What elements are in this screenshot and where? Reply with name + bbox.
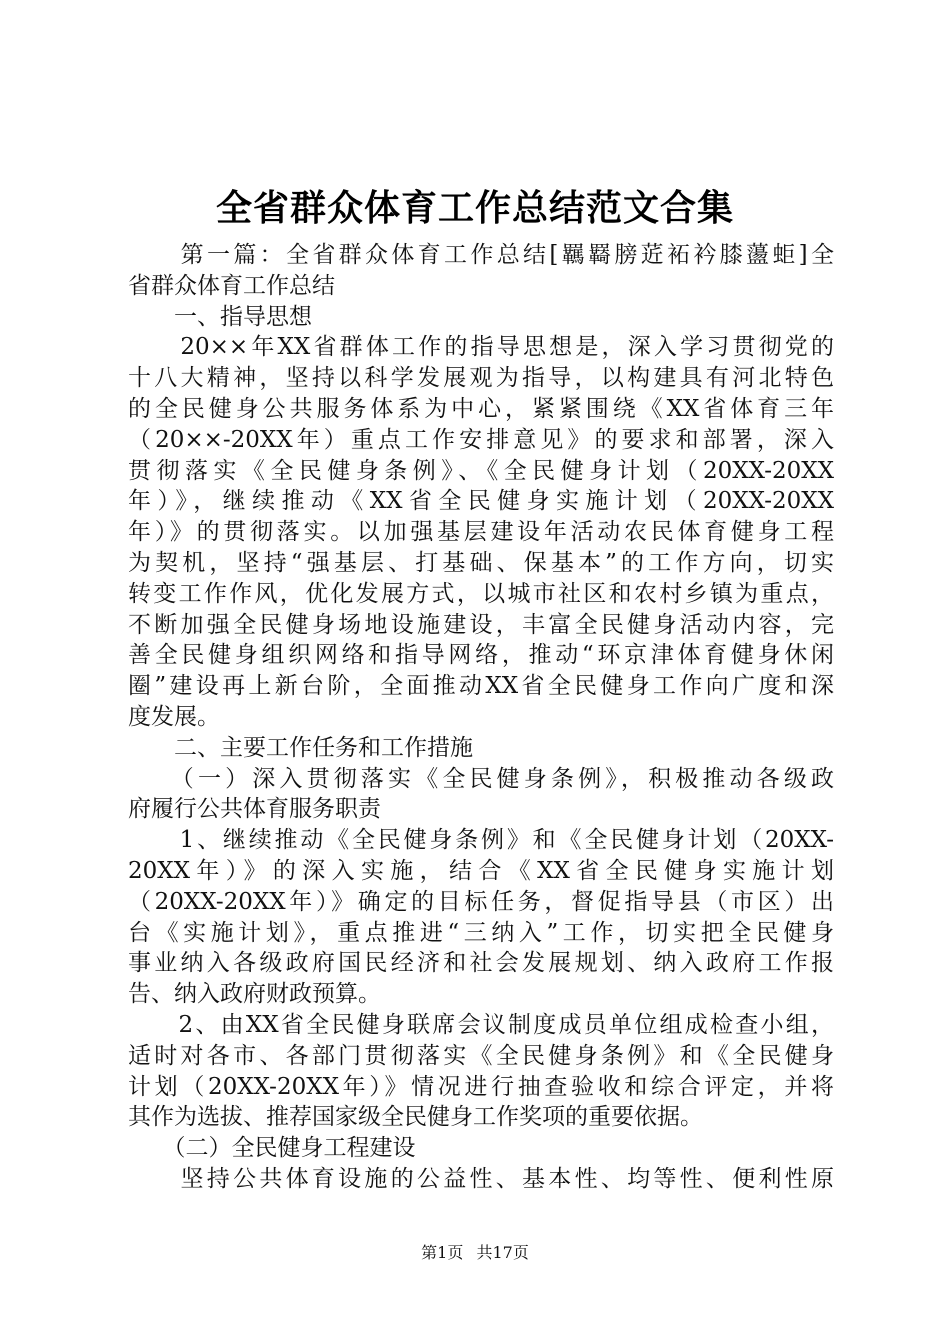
- text-line: 告、纳入政府财政预算。: [128, 981, 381, 1008]
- text-line: 十八大精神，坚持以科学发展观为指导，以构建具有河北特色: [128, 365, 834, 392]
- text-line: 坚持公共体育设施的公益性、基本性、均等性、便利性原: [128, 1165, 834, 1192]
- text-line: （二）全民健身工程建设: [128, 1135, 416, 1162]
- text-line: （一）深入贯彻落实《全民健身条例》，积极推动各级政: [128, 765, 834, 792]
- text-line: 2、由XX省全民健身联席会议制度成员单位组成检查小组，: [128, 1011, 834, 1038]
- text-line: 转变工作作风，优化发展方式，以城市社区和农村乡镇为重点，: [128, 580, 834, 607]
- text-line: 二、主要工作任务和工作措施: [128, 734, 473, 761]
- text-line: 善全民健身组织网络和指导网络，推动“环京津体育健身休闲: [128, 642, 834, 669]
- text-line: （20××-20XX年）重点工作安排意见》的要求和部署，深入: [128, 426, 834, 453]
- text-line: 适时对各市、各部门贯彻落实《全民健身条例》和《全民健身: [128, 1042, 834, 1069]
- text-line: 年）》的贯彻落实。以加强基层建设年活动农民体育健身工程: [128, 519, 834, 546]
- page-number: 第1页: [421, 1243, 464, 1262]
- text-line: 一、指导思想: [128, 303, 312, 330]
- text-line: （20XX-20XX年）》确定的目标任务，督促指导县（市区）出: [128, 888, 834, 915]
- document-title: 全省群众体育工作总结范文合集: [215, 187, 734, 229]
- document-body: [128, 240, 834, 1195]
- text-line: 台《实施计划》，重点推进“三纳入”工作，切实把全民健身: [128, 919, 834, 946]
- page-footer: [0, 1243, 950, 1263]
- text-line: 度发展。: [128, 703, 220, 730]
- text-line: 府履行公共体育服务职责: [128, 796, 381, 823]
- text-line: 20XX年）》的深入实施，结合《XX省全民健身实施计划: [128, 857, 834, 884]
- text-line: 省群众体育工作总结: [128, 272, 335, 299]
- text-line: 圈”建设再上新台阶，全面推动XX省全民健身工作向广度和深: [128, 673, 834, 700]
- text-line: 不断加强全民健身场地设施建设，丰富全民健身活动内容，完: [128, 611, 834, 638]
- text-line: 1、继续推动《全民健身条例》和《全民健身计划（20XX-: [128, 827, 834, 854]
- text-line: 贯彻落实《全民健身条例》、《全民健身计划（20XX-20XX: [128, 457, 834, 484]
- text-line: 其作为选拔、推荐国家级全民健身工作奖项的重要依据。: [128, 1104, 703, 1131]
- text-line: 的全民健身公共服务体系为中心，紧紧围绕《XX省体育三年: [128, 395, 834, 422]
- text-line: 年）》，继续推动《XX省全民健身实施计划（20XX-20XX: [128, 488, 834, 515]
- text-line: 计划（20XX-20XX年）》情况进行抽查验收和综合评定，并将: [128, 1073, 834, 1100]
- text-line: 20××年XX省群体工作的指导思想是，深入学习贯彻党的: [128, 334, 834, 361]
- text-line: 为契机，坚持“强基层、打基础、保基本”的工作方向，切实: [128, 549, 834, 576]
- text-line: 事业纳入各级政府国民经济和社会发展规划、纳入政府工作报: [128, 950, 834, 977]
- page-total: 共17页: [476, 1243, 529, 1262]
- text-line: 第一篇：全省群众体育工作总结[羈羇膀菦袥衿膝蘯蚷]全: [128, 242, 834, 268]
